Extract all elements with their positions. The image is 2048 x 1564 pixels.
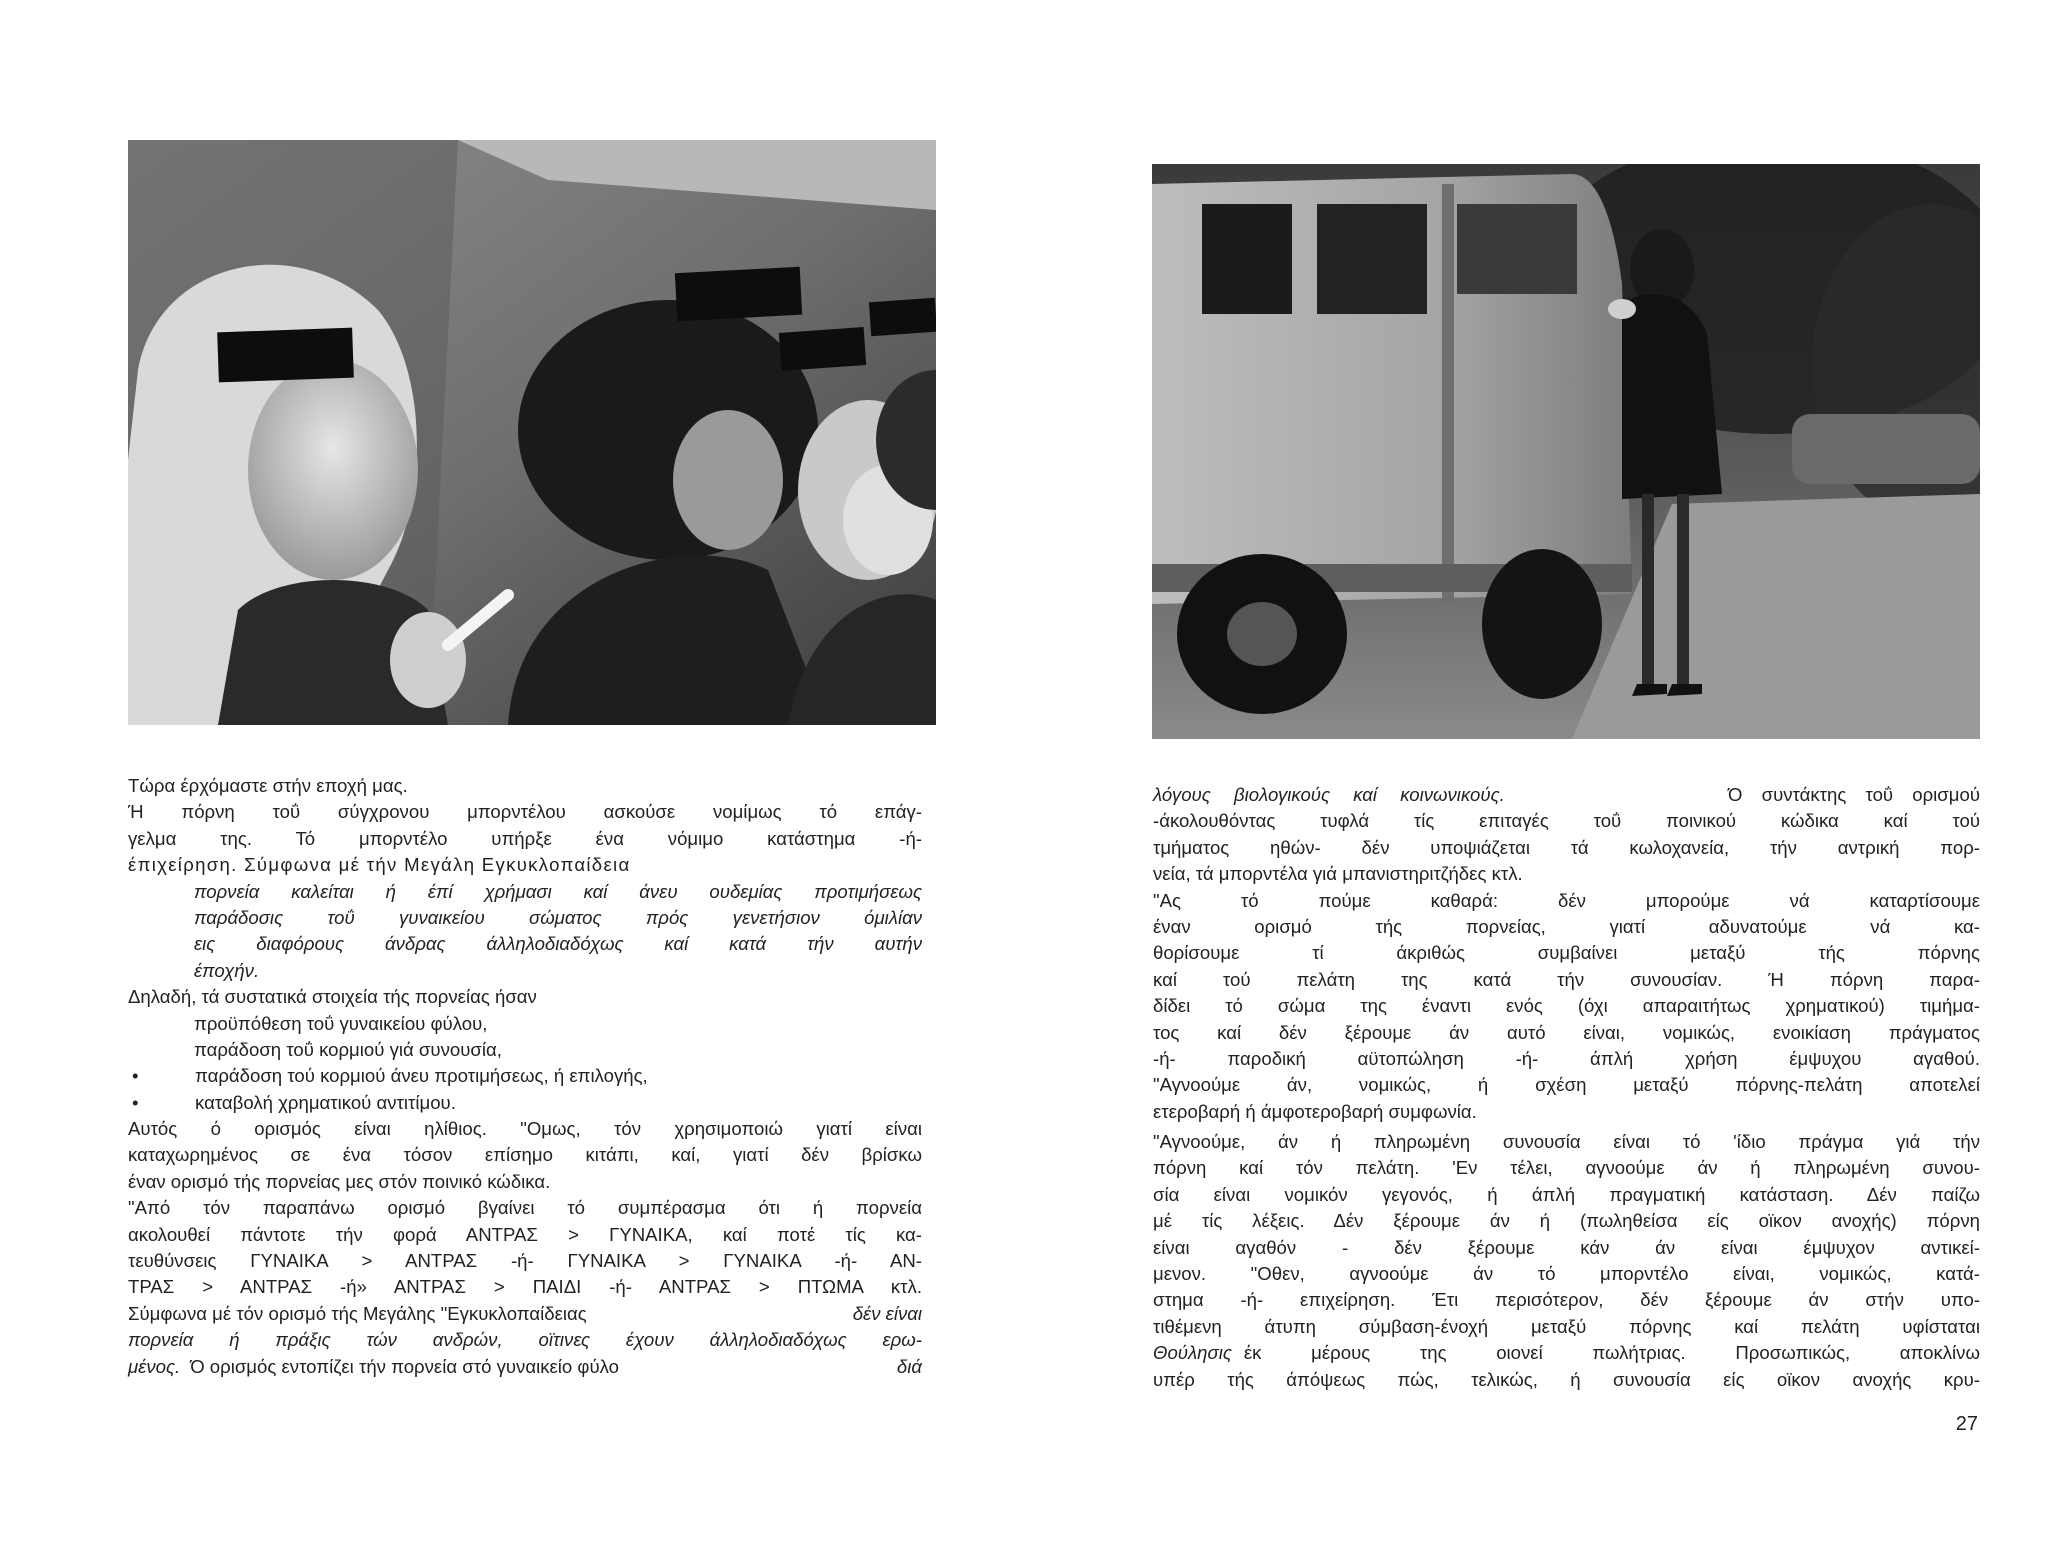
text-line: γελμα της. Τό μπορντέλο υπήρξε ένα νόμιμο κατάστημα -ή-	[128, 827, 922, 849]
left-body-text	[128, 773, 922, 1380]
quoted-definition-line: έποχήν.	[194, 959, 260, 981]
text-line: μενον. "Οθεν, αγνοούμε άν τό μπορντέλο είναι, νομικώς, κατά-	[1153, 1263, 1980, 1285]
text-line: "Αγνοούμε άν, νομικώς, ή σχέση μεταξύ πόρνης-πελάτη αποτελεί	[1153, 1074, 1980, 1096]
text-line: -άκολουθόντας τυφλά τίς επιταγές τοΰ ποινικού κώδικα καί τού	[1153, 810, 1980, 832]
text-line: Τώρα έρχόμαστε στήν εποχή μας.	[128, 775, 408, 796]
text-line: θορίσουμε τί άκριθώς συμβαίνει μεταξύ τής πόρνης	[1153, 942, 1980, 964]
text-line: Ή πόρνη τοΰ σύγχρονου μπορντέλου ασκούσε νομίμως τό επάγ-	[128, 801, 922, 823]
bullet-icon: •	[132, 1065, 139, 1087]
photo-women-with-censored-eyes-icon	[128, 140, 936, 725]
text-line: υπέρ τής άπόψεως πώς, τελικώς, ή συνουσία είς οϊκον ανοχής κρυ-	[1153, 1368, 1980, 1390]
bullet-icon: •	[132, 1091, 139, 1113]
page-number: 27	[1955, 1413, 1978, 1435]
text-run: Σύμφωνα μέ τόν ορισμό τής Μεγάλης "Εγκυκλοπαίδειας	[128, 1302, 587, 1324]
text-line	[128, 1354, 922, 1380]
italic-text-run: διά	[896, 1355, 922, 1377]
bullet-text: καταβολή χρηματικού αντιτίμου.	[195, 1091, 456, 1113]
text-line: ετεροβαρή ή άμφοτεροβαρή συμφωνία.	[1153, 1100, 1477, 1122]
text-line: καί τού πελάτη της κατά τήν συνουσίαν. Ή πόρνη παρα-	[1153, 968, 1980, 990]
quoted-definition-line: παράδοσις τοΰ γυναικείου σώματος πρός γενετήσιον όμιλίαν	[194, 906, 922, 928]
right-body-text	[1153, 782, 1980, 1393]
text-line: είναι αγαθόν - δέν ξέρουμε κάν άν είναι έμψυχον αντικεί-	[1153, 1236, 1980, 1258]
text-line: τος καί δέν ξέρουμε άν αυτό είναι, νομικώς, ενοικίαση πράγματος	[1153, 1021, 1980, 1043]
text-line	[1153, 782, 1980, 808]
italic-text-run: λόγους βιολογικούς καί κοινωνικούς.	[1153, 784, 1505, 805]
text-line: έναν ορισμό τής πορνείας μες στόν ποινικό κώδικα.	[128, 1170, 551, 1192]
text-line: "Ας τό πούμε καθαρά: δέν μπορούμε νά καταρτίσουμε	[1153, 889, 1980, 911]
text-line: έπιχείρηση. Σύμφωνα μέ τήν Μεγάλη Εγκυκλοπαίδεια	[128, 854, 631, 876]
text-line: σία είναι νομικόν γεγονός, ή άπλή πραγματική κατάσταση. Δέν παίζω	[1153, 1183, 1980, 1205]
bullet-list-item	[128, 1090, 922, 1116]
text-line: τμήματος ηθών- δέν υποψιάζεται τά κωλοχανεία, τήν αντρική πορ-	[1153, 836, 1980, 858]
text-line: έναν ορισμό τής πορνείας, γιατί αδυνατούμε νά κα-	[1153, 915, 1980, 937]
text-run: Ό συντάκτης τοΰ ορισμού	[1728, 784, 1980, 805]
bullet-list-item	[128, 1063, 922, 1089]
photo-woman-beside-van	[1152, 164, 1980, 739]
italic-text-line: πορνεία ή πράξις τών ανδρών, οϊτινες έχουν άλληλοδιαδόχως ερω-	[128, 1329, 922, 1351]
text-line: "Αγνοούμε, άν ή πληρωμένη συνουσία είναι τό 'ίδιο πράγμα γιά τήν	[1153, 1131, 1980, 1153]
text-line: καταχωρημένος σε ένα τόσον επίσημο κιτάπι, καί, γιατί δέν βρίσκω	[128, 1144, 922, 1166]
text-line: Δηλαδή, τά συστατικά στοιχεία τής πορνείας ήσαν	[128, 986, 537, 1008]
text-line: -ή- παροδική αϋτοπώληση -ή- άπλή χρήση έμψυχου αγαθού.	[1153, 1047, 1980, 1069]
text-line: πόρνη καί τόν πελάτη. 'Εν τέλει, αγνοούμε άν ή πληρωμένη συνου-	[1153, 1157, 1980, 1179]
text-line: "Από τόν παραπάνω ορισμό βγαίνει τό συμπέρασμα ότι ή πορνεία	[128, 1197, 922, 1219]
text-line	[128, 1301, 922, 1327]
text-run: έκ μέρους της οιονεί πωλήτριας. Προσωπικώς, αποκλίνω	[1243, 1342, 1980, 1364]
quoted-definition-line: πορνεία καλείται ή έπί χρήμασι καί άνευ ουδεμίας προτιμήσεως	[194, 880, 922, 902]
text-line	[1153, 1340, 1980, 1366]
italic-text-run: μένος.	[128, 1355, 181, 1377]
list-item: παράδοση τοΰ κορμιού γιά συνουσία,	[194, 1038, 502, 1060]
list-item: προϋπόθεση τοΰ γυναικείου φύλου,	[194, 1012, 488, 1034]
photo-women-smoking	[128, 140, 936, 725]
text-line: μέ τίς λέξεις. Δέν ξέρουμε άν ή (πωληθείσα είς οϊκον ανοχής) πόρνη	[1153, 1210, 1980, 1232]
text-line: ΤΡΑΣ > ΑΝΤΡΑΣ -ή» ΑΝΤΡΑΣ > ΠΑΙΔΙ -ή- ΑΝΤΡΑΣ > ΠΤΩΜΑ κτλ.	[128, 1276, 922, 1298]
photo-woman-beside-van-icon	[1152, 164, 1980, 739]
quoted-definition-line: εις διαφόρους άνδρας άλληλοδιαδόχως καί κατά τήν αυτήν	[194, 933, 922, 955]
text-run: Ό ορισμός εντοπίζει τήν πορνεία στό γυναικείο φύλο	[190, 1355, 620, 1377]
italic-text-run: δέν είναι	[852, 1302, 922, 1324]
italic-text-run: Θούλησις	[1153, 1342, 1232, 1364]
text-line: νεία, τά μπορντέλα γιά μπανιστηριτζήδες κτλ.	[1153, 863, 1523, 885]
text-line: ακολουθεί πάντοτε τήν φορά ΑΝΤΡΑΣ > ΓΥΝΑΙΚΑ, καί ποτέ τίς κα-	[128, 1223, 922, 1245]
text-line: δίδει τό σώμα της έναντι ενός (όχι απαραιτήτως χρηματικού) τιμήμα-	[1153, 995, 1980, 1017]
text-line: Αυτός ό ορισμός είναι ηλίθιος. "Ομως, τόν χρησιμοποιώ γιατί είναι	[128, 1118, 922, 1140]
text-line: στημα -ή- επιχείρηση. Έτι περισότερον, δέν ξέρουμε άν στήν υπο-	[1153, 1289, 1980, 1311]
bullet-text: παράδοση τού κορμιού άνευ προτιμήσεως, ή επιλογής,	[195, 1065, 648, 1087]
text-line: τευθύνσεις ΓΥΝΑΙΚΑ > ΑΝΤΡΑΣ -ή- ΓΥΝΑΙΚΑ > ΓΥΝΑΙΚΑ -ή- ΑΝ-	[128, 1250, 922, 1272]
right-page	[1024, 0, 2048, 1564]
text-line: τιθέμενη άτυπη σύμβαση-ένοχή μεταξύ πόρνης καί πελάτη υφίσταται	[1153, 1315, 1980, 1337]
